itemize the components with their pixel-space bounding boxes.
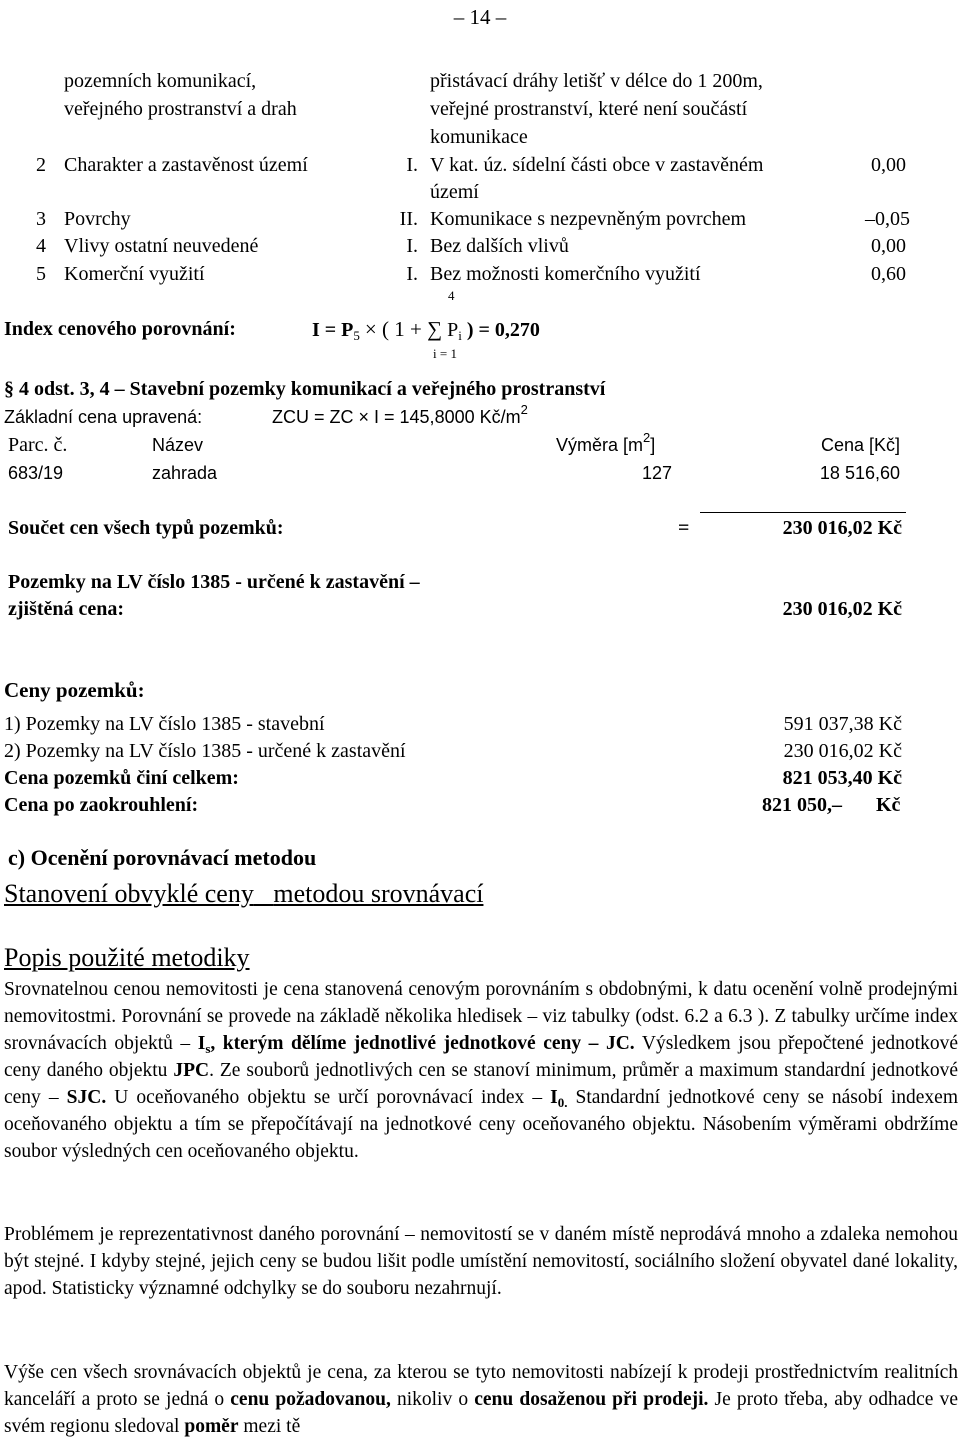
price-item-label: 2) Pozemky na LV číslo 1385 - určené k zastavění (4, 740, 406, 762)
total-label: Cena pozemků činí celkem: (4, 767, 239, 789)
col-header-parcel: Parc. č. (8, 434, 68, 456)
index-label: Index cenového porovnání: (4, 318, 236, 340)
row-number: 4 (36, 235, 46, 257)
col-header-name: Název (152, 435, 204, 455)
price-item-value: 591 037,38 Kč (783, 713, 902, 735)
col-header-area: Výměra $[m^2]$ (556, 430, 656, 455)
prices-heading: Ceny pozemků: (4, 678, 145, 702)
parcel-area: 127 (641, 463, 672, 483)
sum-equals: = (678, 517, 690, 539)
row-description: Komunikace s nezpevněným povrchem (430, 208, 747, 230)
row-name: Charakter a zastavěnost území (64, 154, 308, 176)
row-grade: I. (406, 154, 418, 176)
col-header-price: Cena [Kč] (820, 435, 900, 455)
sum-label: Součet cen všech typů pozemků: (8, 517, 284, 539)
rounded-label: Cena po zaokrouhlení: (4, 794, 199, 816)
lv-building-plots-value: 230 016,02 Kč (782, 598, 902, 620)
row-number: 2 (36, 154, 46, 176)
row-description: V kat. úz. sídelní části obce v zastavěném (430, 154, 764, 176)
base-price-label: Základní cena upravená: (4, 407, 203, 427)
row-value: 0,60 (871, 263, 906, 285)
paragraph-methodology: Srovnatelnou cenou nemovitosti je cena stanovená cenovým porovnáním s obdobnými, k datu ocenění volně prodejnými nemovitostmi. Porovnání se provede na základě několika hledisek – viz tabulky (odst. 6.2 a 6.3 ). Z tabulky určíme index srovnávacích objektů – $I_s$, kterým dělíme jednotlivé jednotkové ceny – JC. Výsledkem jsou přepočtené jednotkové ceny daného objektu JPC. Ze souborů jednotlivých cen se stanoví minimum, průměr a maximum standardní jednotkové ceny – SJC. U oceňovaného objektu se určí porovnávací index – $I_{0.}$ Standardní jednotkové ceny se násobí indexem oceňovaného objektu a tím se přepočítávají na jednotkové ceny oceňovaného objektu. Násobením výměrami obdržíme soubor výsledných cen oceňovaného objektu. (4, 979, 959, 1162)
row-description: Bez dalších vlivů (430, 235, 569, 257)
parcel-name: zahrada (152, 463, 218, 483)
row-name: Vlivy ostatní neuvedené (64, 235, 259, 257)
table-cell-right: komunikace (430, 126, 528, 148)
row-grade: I. (406, 263, 418, 285)
page-number: – 14 – (453, 5, 507, 29)
main-heading: Stanovení obvyklé ceny metodou srovnávací (4, 879, 484, 908)
sum-lower-limit: i = 1 (433, 346, 457, 361)
row-number: 5 (36, 263, 46, 285)
table-cell-right: přistávací dráhy letišť v délce do 1 200m, (430, 70, 763, 92)
row-description: území (430, 181, 479, 203)
row-value: 0,00 (871, 235, 906, 257)
row-name: Komerční využití (64, 263, 205, 285)
table-cell-left: veřejného prostranství a drah (64, 98, 297, 120)
sum-upper-limit: 4 (448, 288, 455, 303)
parcel-number: 683/19 (8, 463, 64, 483)
lv-building-plots-label: Pozemky na LV číslo 1385 - určené k zastavění – (8, 571, 420, 593)
row-grade: II. (399, 208, 418, 230)
row-grade: I. (406, 235, 418, 257)
lv-building-plots-label: zjištěná cena: (8, 598, 125, 620)
base-price-formula: ZCU = ZC × I = 145,8000 $Kč/m^2$ (272, 402, 528, 427)
total-value: 821 053,40 Kč (782, 767, 902, 789)
method-description-heading: Popis použité metodiky (4, 943, 250, 972)
table-cell-right: veřejné prostranství, které není součástí (430, 98, 748, 120)
section-heading: § 4 odst. 3, 4 – Stavební pozemky komunikací a veřejného prostranství (4, 378, 606, 400)
row-value: –0,05 (865, 208, 910, 230)
sum-value: 230 016,02 Kč (782, 517, 902, 539)
price-item-label: 1) Pozemky na LV číslo 1385 - stavební (4, 713, 325, 735)
row-number: 3 (36, 208, 46, 230)
row-name: Povrchy (64, 208, 131, 230)
row-description: Bez možnosti komerčního využití (430, 263, 701, 285)
paragraph-problem: Problémem je reprezentativnost daného porovnání – nemovitostí se v daném místě neprodává mnoho a zdaleka nemohou být stejné. I kdyby stejné, jejich ceny se budou lišit podle umístění nemovitostí, sociálního složení obyvatel dané lokality, apod. Statisticky významné odchylky se do souboru nezahrnují. (4, 1224, 958, 1299)
index-formula: $I = P_5$ × ( 1 + ∑ $P_i$ ) = 0,270 (312, 317, 540, 343)
method-heading: c) Ocenění porovnávací metodou (8, 845, 317, 870)
paragraph-prices: Výše cen všech srovnávacích objektů je cena, za kterou se tyto nemovitosti nabízejí k prodeji prostřednictvím realitních kanceláří a proto se jedná o cenu požadovanou, nikoliv o cenu dosaženou při prodeji. Je proto třeba, aby odhadce ve svém regionu sledoval poměr mezi tě (4, 1362, 958, 1437)
table-cell-left: pozemních komunikací, (64, 70, 257, 92)
rounded-currency: Kč (876, 794, 901, 816)
sum-divider (700, 512, 906, 513)
price-item-value: 230 016,02 Kč (783, 740, 902, 762)
parcel-price: 18 516,60 (819, 463, 900, 483)
row-value: 0,00 (871, 154, 906, 176)
rounded-value: 821 050,– (762, 794, 842, 816)
